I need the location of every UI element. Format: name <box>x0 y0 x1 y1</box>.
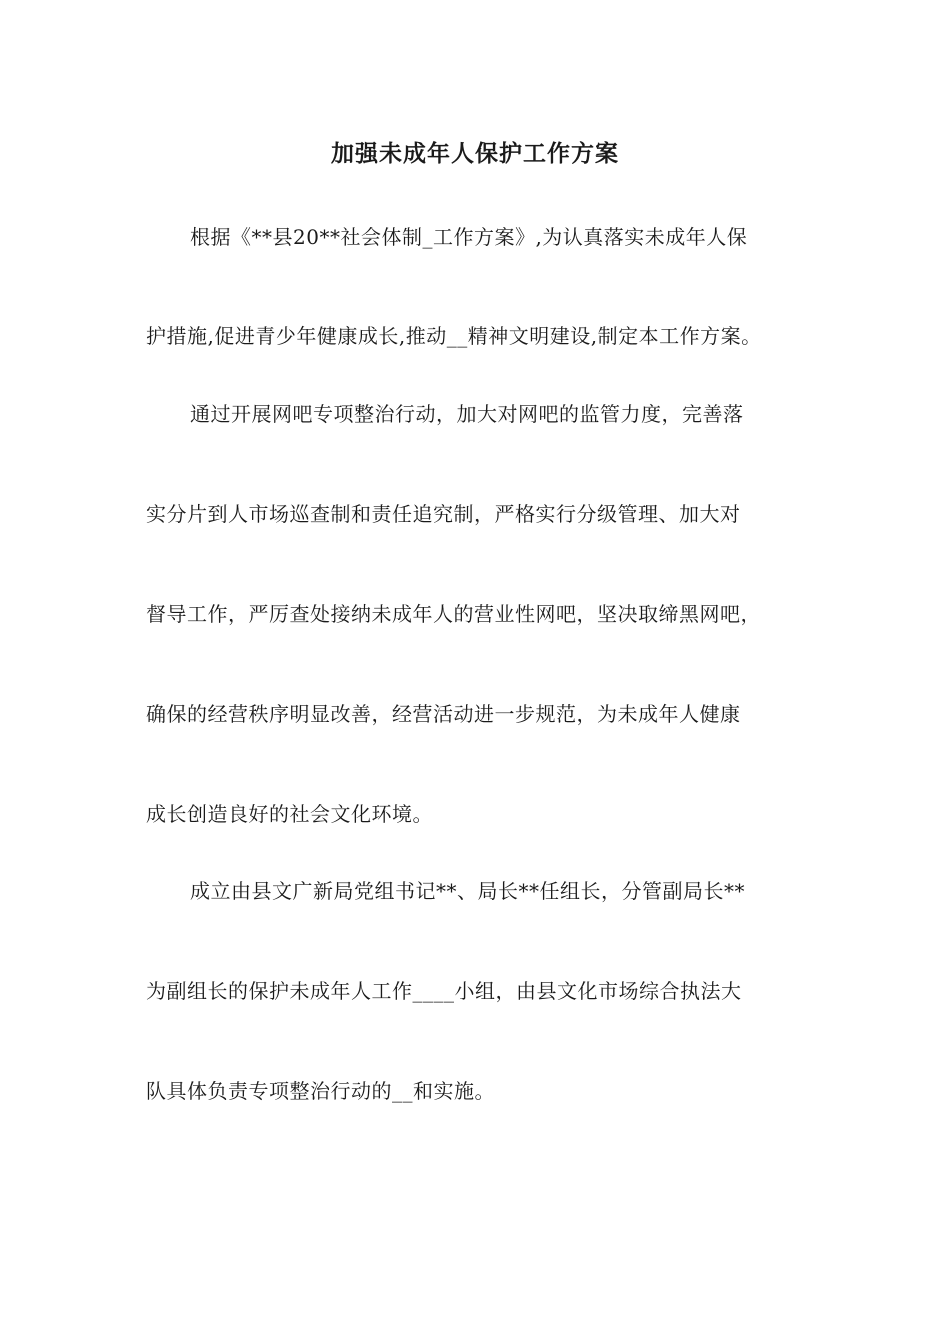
paragraph-3-line-2: 为副组长的保护未成年人工作____小组，由县文化市场综合执法大 <box>146 979 742 1003</box>
paragraph-3-line-1: 成立由县文广新局党组书记**、局长**任组长，分管副局长** <box>190 879 745 903</box>
paragraph-2-line-2: 实分片到人市场巡查制和责任追究制，严格实行分级管理、加大对 <box>146 502 741 526</box>
paragraph-2-line-5: 成长创造良好的社会文化环境。 <box>146 802 433 826</box>
document-title: 加强未成年人保护工作方案 <box>331 140 619 167</box>
paragraph-1-line-2: 护措施,促进青少年健康成长,推动__精神文明建设,制定本工作方案。 <box>146 324 762 348</box>
paragraph-1-line-1: 根据《**县20**社会体制_工作方案》,为认真落实未成年人保 <box>190 225 748 249</box>
paragraph-2-line-1: 通过开展网吧专项整治行动，加大对网吧的监管力度，完善落 <box>190 402 744 426</box>
paragraph-3-line-3: 队具体负责专项整治行动的__和实施。 <box>146 1079 495 1103</box>
paragraph-2-line-4: 确保的经营秩序明显改善，经营活动进一步规范，为未成年人健康 <box>146 702 741 726</box>
paragraph-2-line-3: 督导工作，严厉查处接纳未成年人的营业性网吧，坚决取缔黑网吧， <box>146 602 761 626</box>
